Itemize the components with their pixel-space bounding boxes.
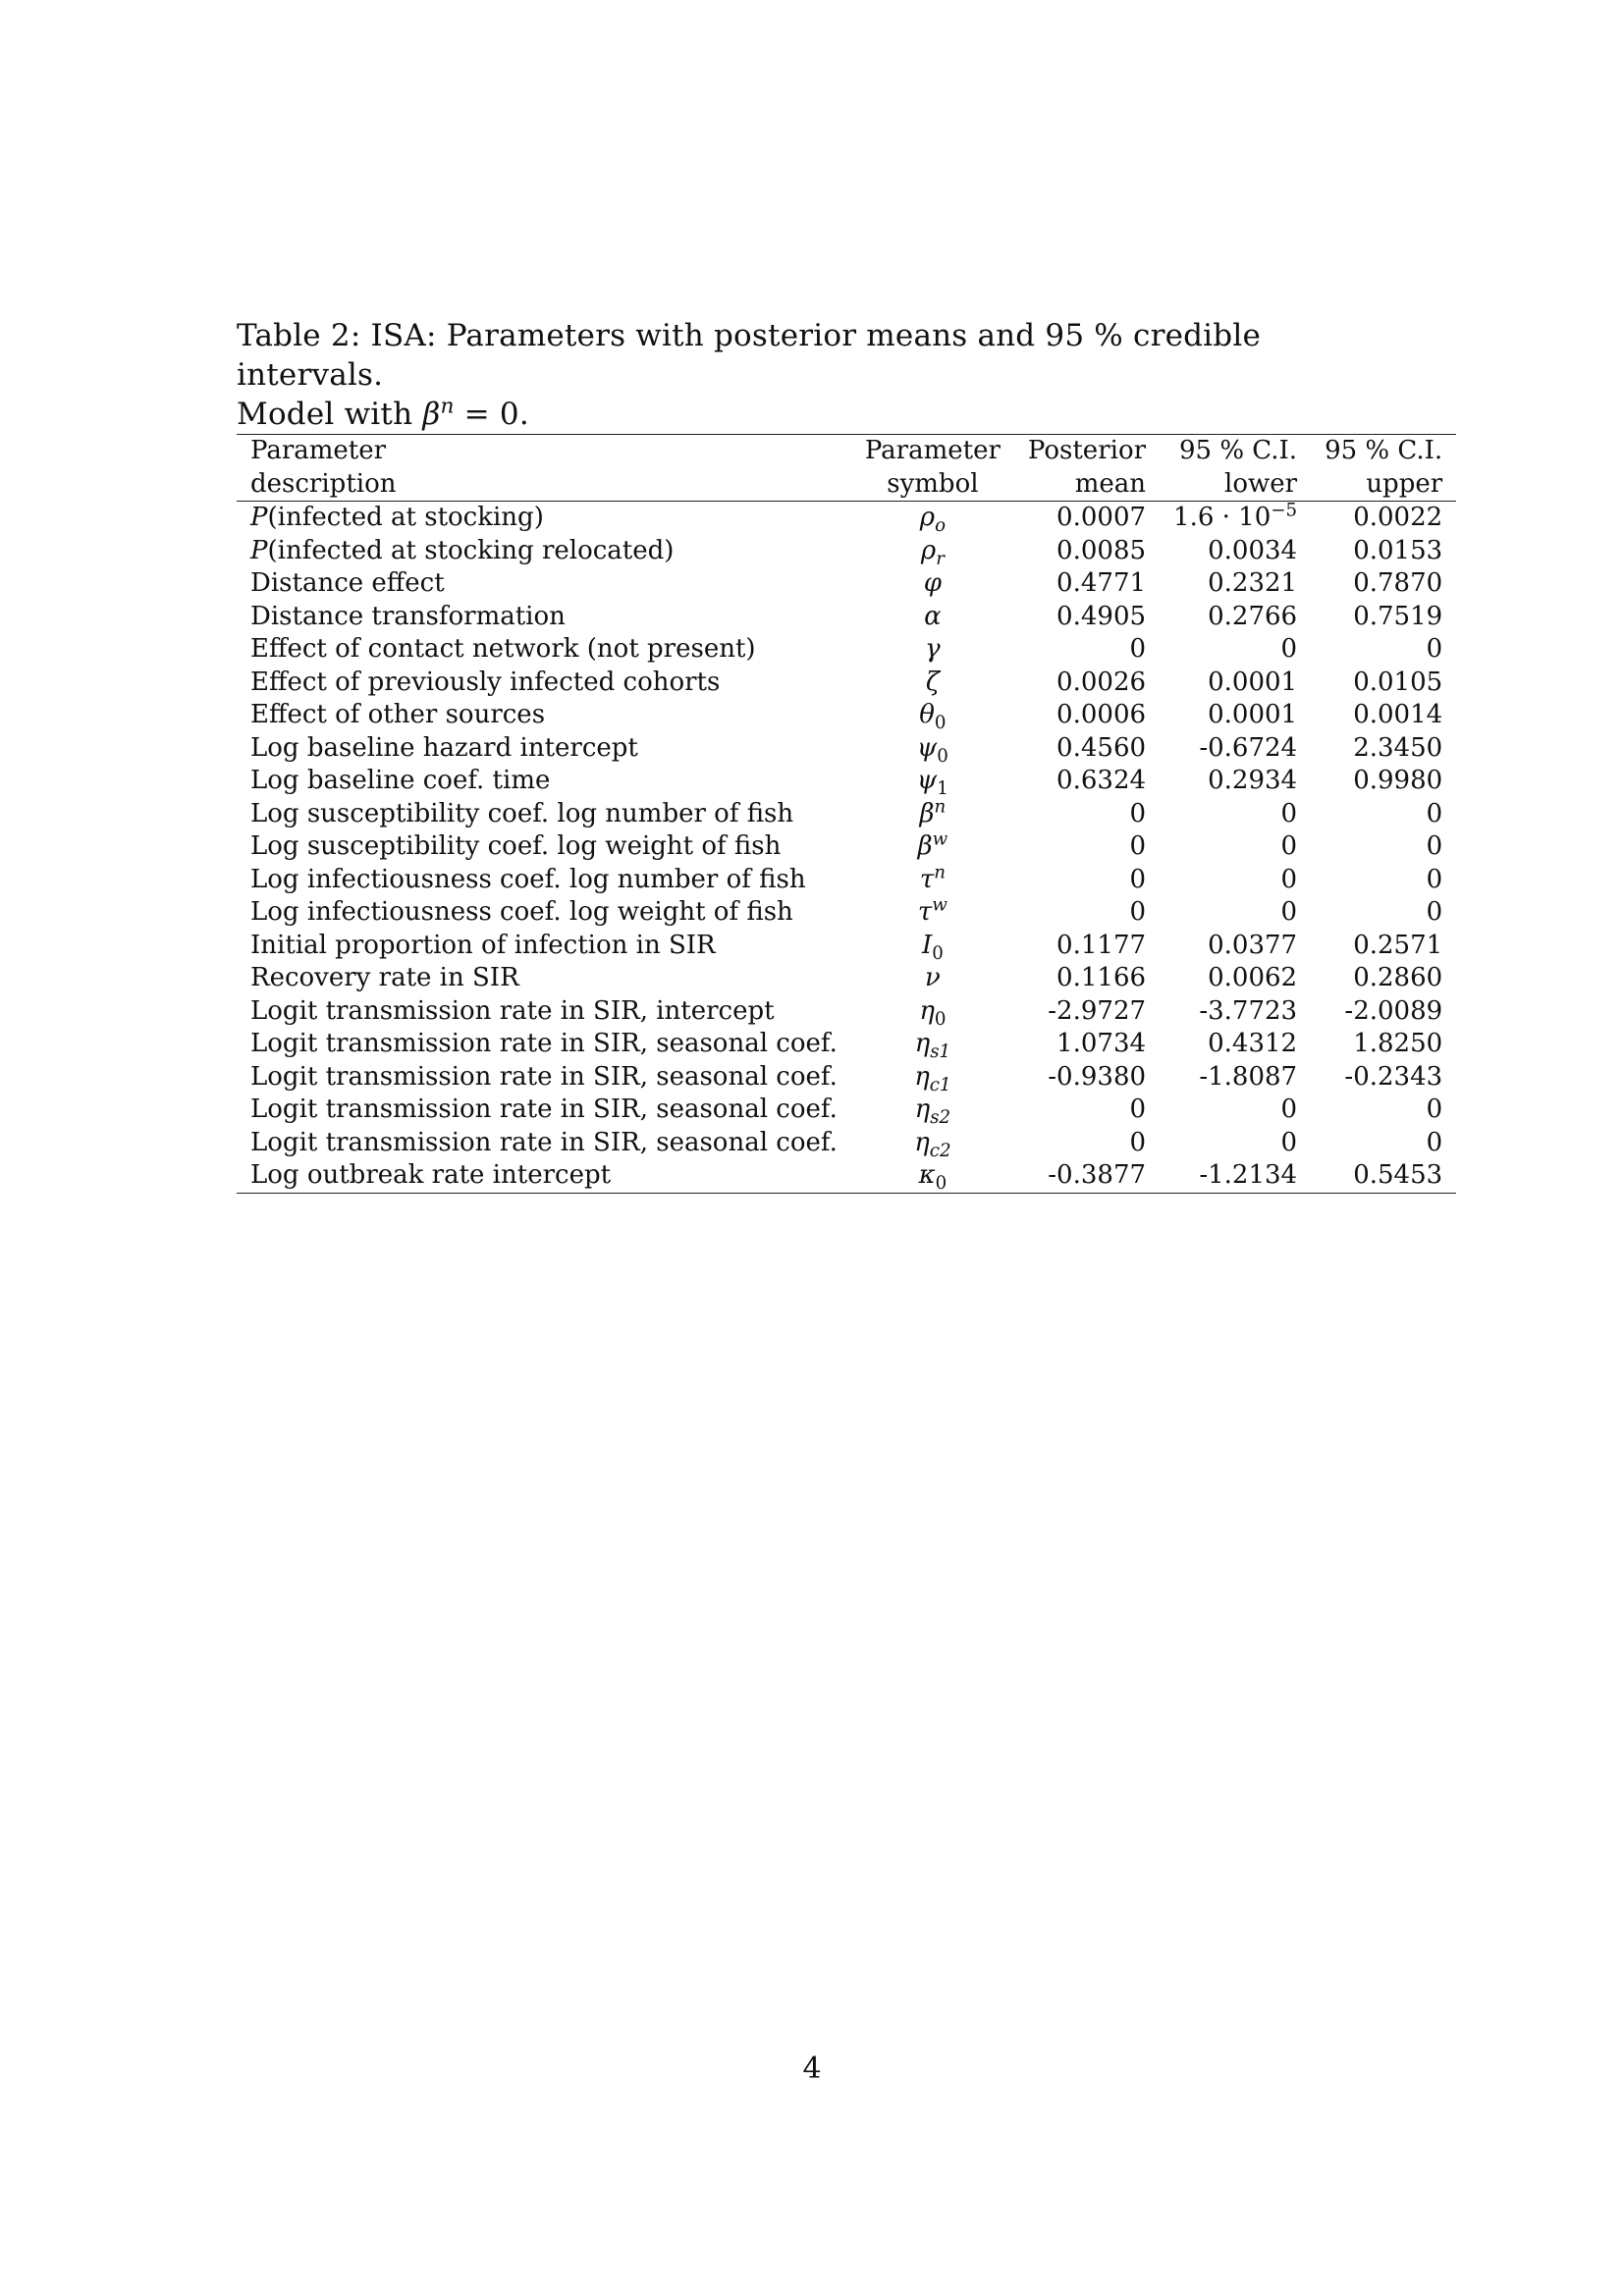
- param-description: Logit transmission rate in SIR, seasonal coef.: [250, 1029, 838, 1058]
- caption-label: Table 2:: [237, 318, 361, 353]
- ci-lower: 0.2321: [1208, 568, 1298, 598]
- table-row: [237, 502, 1456, 535]
- param-symbol: $\rho_r$: [920, 535, 945, 569]
- param-description: Log baseline coef. time: [250, 766, 551, 795]
- table-row: [237, 1159, 1456, 1193]
- posterior-mean: -0.3877: [1014, 1159, 1160, 1193]
- param-symbol: $\theta_0$: [919, 700, 947, 734]
- ci-upper: 0: [1426, 1095, 1443, 1124]
- posterior-mean: 0.0007: [1056, 503, 1147, 532]
- param-symbol: $\eta_{s1}$: [914, 1029, 951, 1063]
- posterior-mean: 0.0006: [1056, 700, 1147, 729]
- param-symbol: $I_0$: [921, 930, 944, 964]
- page-number: 4: [802, 2052, 822, 2086]
- table-row: [237, 535, 1456, 568]
- header-row-1: [237, 435, 1456, 468]
- header-symbol: Parameter: [851, 435, 1014, 468]
- ci-lower: 0: [1280, 798, 1298, 828]
- param-description: Log infectiousness coef. log weight of fish: [250, 897, 793, 927]
- header-symbol-2: symbol: [851, 468, 1014, 502]
- ci-upper: 0: [1426, 897, 1443, 927]
- param-symbol: $\kappa_0$: [851, 1159, 1014, 1193]
- param-description: Log infectiousness coef. log number of fish: [250, 864, 806, 894]
- header-lower-2: lower: [1160, 468, 1311, 502]
- param-description: Initial proportion of infection in SIR: [250, 930, 716, 960]
- ci-lower: 0: [1280, 1127, 1298, 1157]
- posterior-mean: 1.0734: [1056, 1029, 1147, 1058]
- ci-upper: 0.7870: [1353, 568, 1443, 598]
- header-upper: 95 % C.I.: [1311, 435, 1456, 468]
- table-row: [237, 1061, 1456, 1095]
- ci-lower: 0: [1280, 897, 1298, 927]
- ci-upper: 0.0014: [1353, 700, 1443, 729]
- param-symbol: φ: [923, 568, 942, 598]
- posterior-mean: 0.1177: [1056, 930, 1147, 960]
- ci-upper: 0: [1426, 1127, 1443, 1157]
- param-description: Effect of contact network (not present): [250, 634, 756, 664]
- ci-lower: 0.0062: [1208, 963, 1298, 992]
- posterior-mean: 0: [1129, 897, 1147, 927]
- ci-upper: 2.3450: [1353, 732, 1443, 763]
- param-symbol: $\eta_{c2}$: [914, 1127, 951, 1161]
- table-row: [237, 699, 1456, 732]
- param-description: P(infected at stocking): [250, 503, 544, 532]
- ci-upper: 0: [1426, 798, 1443, 828]
- param-description: Log susceptibility coef. log weight of fish: [250, 831, 782, 861]
- posterior-mean: -0.9380: [1048, 1061, 1147, 1092]
- ci-upper: 0.2571: [1353, 930, 1443, 960]
- table-row: [237, 896, 1456, 930]
- header-upper-2: upper: [1311, 468, 1456, 502]
- param-description: Effect of other sources: [250, 700, 546, 729]
- table-row: [237, 1028, 1456, 1061]
- ci-lower: $1.6 \cdot 10^{-5}$: [1173, 500, 1298, 532]
- ci-lower: 0: [1280, 864, 1298, 894]
- param-description: P(infected at stocking relocated): [250, 535, 675, 565]
- ci-upper: 0.0022: [1353, 503, 1443, 532]
- parameter-table: [237, 434, 1456, 1194]
- caption-line2-suffix: = 0.: [454, 397, 529, 432]
- ci-upper: 1.8250: [1353, 1029, 1443, 1058]
- param-symbol: α: [924, 601, 942, 631]
- ci-upper: 0.9980: [1353, 766, 1443, 795]
- ci-lower: 0.0034: [1208, 535, 1298, 565]
- caption-text: ISA: Parameters with posterior means and 95 % credible intervals.: [237, 318, 1262, 393]
- table-row: [237, 667, 1456, 700]
- ci-lower: 0.2766: [1208, 601, 1298, 631]
- param-description: Effect of previously infected cohorts: [250, 667, 721, 697]
- table-row: [237, 732, 1456, 766]
- param-symbol: γ: [925, 634, 941, 664]
- ci-lower: 0.2934: [1208, 766, 1298, 795]
- ci-upper: -0.2343: [1344, 1061, 1443, 1092]
- param-description: Recovery rate in SIR: [250, 963, 519, 992]
- param-description: Log baseline hazard intercept: [250, 732, 638, 763]
- param-symbol: $\psi_0$: [916, 732, 948, 767]
- ci-upper: 0.5453: [1311, 1159, 1456, 1193]
- table-row: [237, 567, 1456, 601]
- posterior-mean: 0: [1129, 1127, 1147, 1157]
- table-row: [237, 962, 1456, 995]
- table-row: [237, 601, 1456, 634]
- param-description: Logit transmission rate in SIR, intercept: [250, 995, 775, 1026]
- param-description: Logit transmission rate in SIR, seasonal coef.: [250, 1061, 838, 1092]
- posterior-mean: 0.0085: [1056, 535, 1147, 565]
- header-description-2: description: [237, 468, 851, 502]
- header-mean: Posterior: [1014, 435, 1160, 468]
- table-row: [237, 830, 1456, 864]
- table-row: [237, 1127, 1456, 1160]
- param-symbol: $\eta_{s2}$: [914, 1095, 951, 1129]
- table-row: [237, 995, 1456, 1029]
- ci-lower: 0: [1280, 634, 1298, 664]
- posterior-mean: 0.4771: [1056, 568, 1147, 598]
- parameter-table-block: [237, 316, 1443, 1195]
- ci-upper: 0.0153: [1353, 535, 1443, 565]
- ci-lower: -1.2134: [1160, 1159, 1311, 1193]
- caption-line2-prefix: Model with: [237, 397, 413, 432]
- posterior-mean: 0: [1129, 831, 1147, 861]
- ci-upper: 0: [1426, 831, 1443, 861]
- ci-upper: -2.0089: [1344, 995, 1443, 1026]
- ci-upper: 0: [1426, 634, 1443, 664]
- posterior-mean: 0.6324: [1056, 766, 1147, 795]
- table-row: [237, 930, 1456, 963]
- ci-lower: 0: [1280, 831, 1298, 861]
- ci-upper: 0: [1426, 864, 1443, 894]
- param-description: Distance effect: [250, 568, 445, 598]
- header-description: Parameter: [237, 435, 851, 468]
- param-symbol: $\beta^n$: [919, 795, 947, 828]
- table-row: [237, 798, 1456, 831]
- ci-lower: -0.6724: [1199, 732, 1298, 763]
- posterior-mean: 0.4905: [1056, 601, 1147, 631]
- ci-upper: 0.2860: [1353, 963, 1443, 992]
- param-description: Logit transmission rate in SIR, seasonal coef.: [250, 1127, 838, 1157]
- ci-upper: 0.0105: [1353, 667, 1443, 697]
- posterior-mean: 0: [1129, 634, 1147, 664]
- caption-math: $\beta^n$: [422, 394, 455, 432]
- param-description: Logit transmission rate in SIR, seasonal coef.: [250, 1095, 838, 1124]
- posterior-mean: 0.4560: [1056, 732, 1147, 763]
- posterior-mean: 0: [1129, 798, 1147, 828]
- param-description: Log susceptibility coef. log number of fish: [250, 798, 794, 828]
- ci-upper: 0.7519: [1353, 601, 1443, 631]
- ci-lower: 0: [1280, 1095, 1298, 1124]
- ci-lower: 0.4312: [1208, 1029, 1298, 1058]
- table-caption: [237, 316, 1403, 434]
- param-symbol: $\tau^w$: [917, 894, 947, 927]
- table-body: [237, 502, 1456, 1194]
- posterior-mean: 0: [1129, 1095, 1147, 1124]
- header-row-2: [237, 468, 1456, 502]
- ci-lower: 0.0377: [1208, 930, 1298, 960]
- posterior-mean: 0.1166: [1056, 963, 1147, 992]
- param-symbol: $\eta_{c1}$: [914, 1061, 951, 1095]
- ci-lower: 0.0001: [1208, 667, 1298, 697]
- table-row: [237, 864, 1456, 897]
- posterior-mean: -2.9727: [1048, 995, 1147, 1026]
- param-symbol: $\rho_o$: [919, 503, 947, 537]
- table-row: [237, 765, 1456, 798]
- param-description: Log outbreak rate intercept: [237, 1159, 851, 1193]
- posterior-mean: 0: [1129, 864, 1147, 894]
- ci-lower: -3.7723: [1199, 995, 1298, 1026]
- param-symbol: $\psi_1$: [916, 766, 948, 800]
- param-symbol: ζ: [925, 667, 940, 697]
- header-mean-2: mean: [1014, 468, 1160, 502]
- posterior-mean: 0.0026: [1056, 667, 1147, 697]
- param-description: Distance transformation: [250, 601, 566, 631]
- param-symbol: $\beta^w$: [917, 828, 948, 861]
- param-symbol: ν: [924, 963, 941, 992]
- ci-lower: 0.0001: [1208, 700, 1298, 729]
- header-lower: 95 % C.I.: [1160, 435, 1311, 468]
- table-row: [237, 1094, 1456, 1127]
- param-symbol: $\tau^n$: [919, 861, 946, 894]
- table-row: [237, 633, 1456, 667]
- ci-lower: -1.8087: [1199, 1061, 1298, 1092]
- param-symbol: $\eta_0$: [919, 995, 947, 1030]
